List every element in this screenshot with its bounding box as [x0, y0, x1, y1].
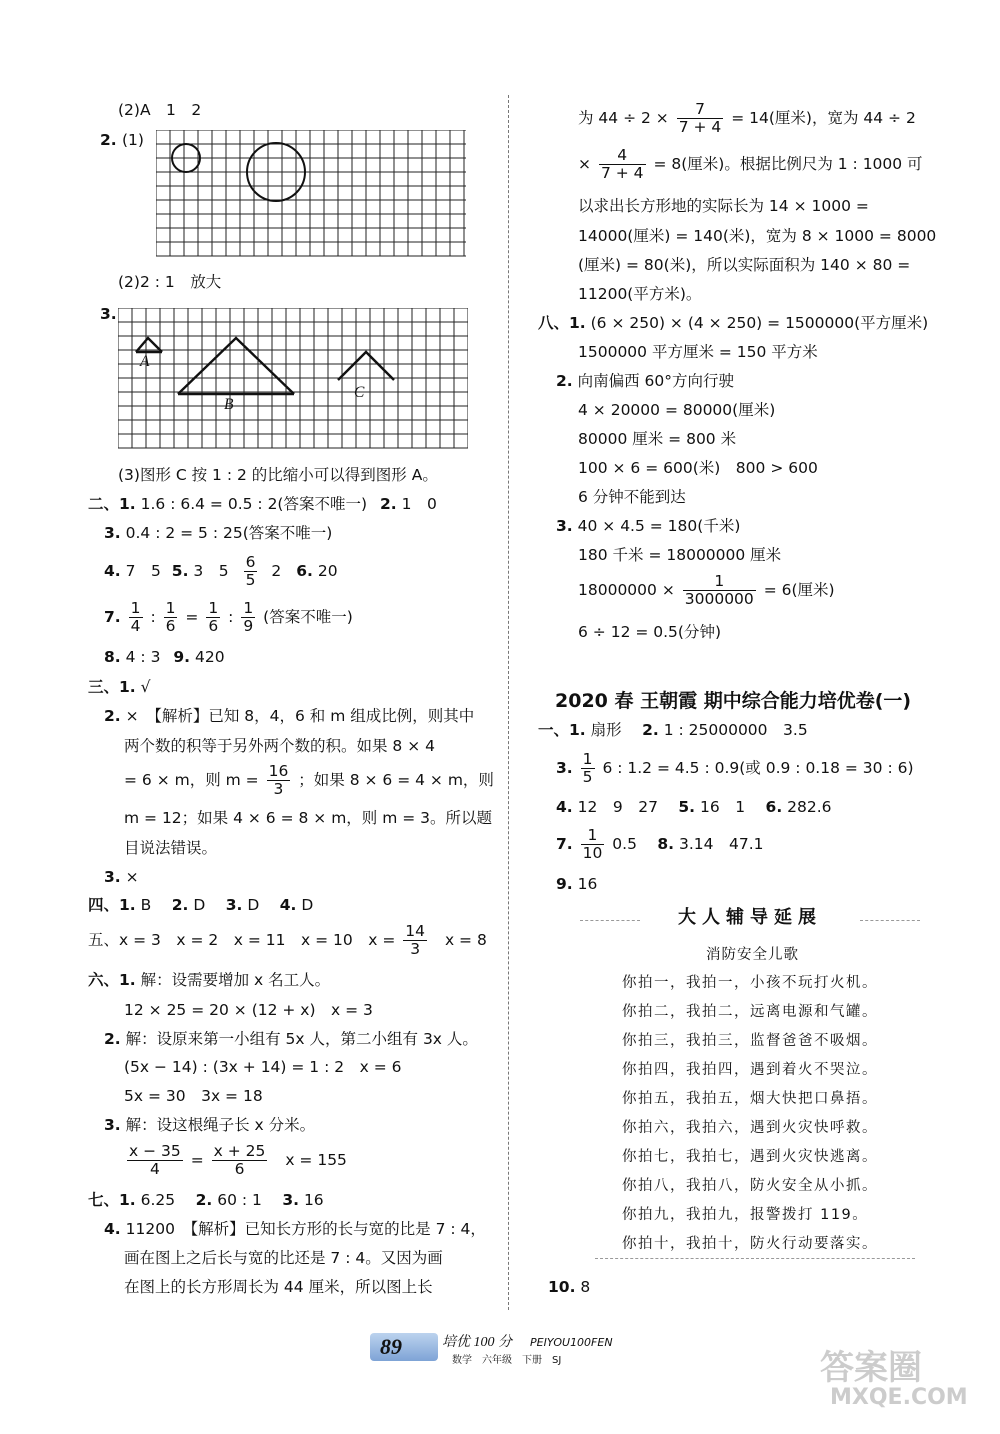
answer-line: [104, 706, 474, 726]
question-number: 8.: [657, 835, 675, 853]
fraction: $\frac{1}{9}$: [243, 599, 254, 635]
grid-figure-1: [156, 130, 466, 258]
section-number: 六、1.: [88, 971, 136, 989]
label-c: C: [354, 384, 365, 401]
question-number: 3.: [104, 1116, 121, 1134]
answer-text: 向南偏西 60°方向行驶: [577, 372, 735, 390]
answer-line: 14000(厘米) = 140(米)，宽为 8 × 1000 = 8000: [578, 227, 937, 245]
section-number: 八、1.: [538, 314, 586, 332]
fraction: $\frac{1}{4}$: [130, 599, 141, 635]
answer-line: 80000 厘米 = 800 米: [578, 430, 737, 448]
question-number: 9.: [556, 875, 573, 893]
colon: :: [228, 608, 234, 626]
book-info: 数学 六年级 下册 SJ: [452, 1355, 562, 1366]
answer-line: [104, 1219, 486, 1239]
answer-line: 画在图上之后长与宽的比还是 7 : 4。又因为画: [124, 1249, 443, 1267]
answer-line: (2)A 1 2: [118, 101, 202, 119]
answer-line: 6 分钟不能到达: [578, 488, 686, 506]
poem-line: 你拍十，我拍十，防火行动要落实。: [622, 1236, 878, 1252]
answer-text: 12 9 27: [577, 798, 674, 816]
section-number: 二、1.: [88, 495, 136, 513]
question-number: 2.: [171, 896, 189, 914]
answer-text: 解：设这根绳子长 x 分米。: [125, 1116, 316, 1134]
fraction: $\frac{6}{5}$: [245, 553, 256, 589]
shape-c: [338, 352, 394, 380]
answer-text: 60 : 1: [217, 1191, 278, 1209]
answer-line: m = 12；如果 4 × 6 = 8 × m，则 m = 3。所以题: [124, 809, 493, 827]
answer-text: B: [140, 896, 167, 914]
answer-text: = 8(厘米)。根据比例尺为 1 : 1000 可: [653, 155, 923, 173]
equals: =: [185, 608, 199, 626]
question-number: 6.: [765, 798, 783, 816]
poem-line: 你拍七，我拍七，遇到火灾快逃离。: [622, 1149, 878, 1165]
question-number: 2.: [104, 707, 121, 725]
equals: =: [190, 1151, 204, 1169]
answer-text: 20: [317, 562, 338, 580]
watermark-logo: 答案圈: [820, 1348, 922, 1388]
answer-line: (3)图形 C 按 1 : 2 的比缩小可以得到图形 A。: [118, 466, 438, 484]
answer-text: 1 0: [401, 495, 437, 513]
answer-line: [104, 598, 353, 636]
tips-box-header: [580, 906, 920, 936]
answer-line: 4 × 20000 = 80000(厘米): [578, 401, 776, 419]
answer-text: 16 1: [700, 798, 761, 816]
question-number: 2.: [556, 372, 573, 390]
poem-line: 你拍九，我拍九，报警拨打 119。: [622, 1207, 869, 1223]
poem-title: 消防安全儿歌: [706, 947, 799, 963]
poem-line: 你拍四，我拍四，遇到着火不哭泣。: [622, 1062, 878, 1078]
watermark-site: MXQE.COM: [830, 1385, 968, 1410]
answer-text: × 【解析】已知 8，4，6 和 m 组成比例，则其中: [125, 707, 475, 725]
answer-line: [556, 824, 764, 864]
answer-text: ×: [578, 155, 591, 173]
poem-line: 你拍三，我拍三，监督爸爸不吸烟。: [622, 1033, 878, 1049]
answer-text: ；如果 8 × 6 = 4 × m，则: [298, 771, 494, 789]
answer-line: 6 ÷ 12 = 0.5(分钟): [578, 623, 722, 641]
answer-text: x = 8: [444, 931, 487, 949]
box-bottom-rule: [595, 1258, 915, 1259]
section-number: 一、1.: [538, 721, 586, 739]
answer-text: (答案不唯一): [263, 608, 353, 626]
answer-text: D: [247, 896, 275, 914]
answer-line: [88, 920, 487, 960]
answer-text: 1 : 25000000 3.5: [663, 721, 808, 739]
answer-text: 6 : 1.2 = 4.5 : 0.9(或 0.9 : 0.18 = 30 : 6): [602, 759, 914, 777]
answer-line: [88, 494, 437, 514]
fraction: $\frac{1}{3000000}$: [684, 572, 754, 608]
question-number: 3.: [100, 305, 117, 323]
question-number: 5.: [678, 798, 696, 816]
answer-text: 解：设原来第一小组有 5x 人，第二小组有 3x 人。: [125, 1030, 478, 1048]
question-number: 2.: [100, 131, 117, 149]
answer-text: 解：设需要增加 x 名工人。: [140, 971, 331, 989]
answer-text: 0.5: [612, 835, 653, 853]
answer-text: 40 × 4.5 = 180(千米): [577, 517, 741, 535]
section-number: 七、1.: [88, 1191, 136, 1209]
fraction: $\frac{16}{3}$: [268, 762, 289, 798]
fraction: $\frac{x - 35}{4}$: [129, 1142, 181, 1178]
answer-line: (1): [122, 131, 144, 149]
section-number: 四、1.: [88, 896, 136, 914]
answer-line: [556, 371, 734, 391]
answer-line: [88, 895, 313, 915]
answer-line: (厘米) = 80(米)，所以实际面积为 140 × 80 =: [578, 256, 911, 274]
label-a: A: [140, 353, 150, 370]
answer-line: [104, 1029, 478, 1049]
answer-text: 4 : 3: [125, 648, 161, 666]
question-number: 2.: [195, 1191, 213, 1209]
column-divider: [508, 95, 509, 1310]
question-number: 3.: [556, 759, 573, 777]
poem-line: 你拍二，我拍二，远离电源和气罐。: [622, 1004, 878, 1020]
answer-line: [538, 720, 808, 740]
question-number: 8.: [104, 648, 121, 666]
question-number: 2.: [104, 1030, 121, 1048]
answer-line: 两个数的积等于另外两个数的积。如果 8 × 4: [124, 737, 435, 755]
question-number: 3.: [104, 868, 121, 886]
tips-box-title: 大人辅导延展: [678, 907, 822, 928]
answer-text: 2: [271, 562, 282, 580]
answer-text: = 6(厘米): [763, 581, 835, 599]
question-number: 3.: [282, 1191, 299, 1209]
answer-text: 16: [303, 1191, 324, 1209]
question-number: 3.: [556, 517, 573, 535]
answer-line: [578, 144, 923, 184]
answer-line: 在图上的长方形周长为 44 厘米，所以图上长: [124, 1278, 433, 1296]
fraction: $\frac{14}{3}$: [405, 922, 425, 958]
answer-line: [556, 797, 832, 817]
answer-text: 7 5: [125, 562, 161, 580]
answer-text: = 14(厘米)，宽为 44 ÷ 2: [731, 109, 916, 127]
question-number: 5.: [171, 562, 189, 580]
answer-line: [88, 970, 330, 990]
answer-line: 5x = 30 3x = 18: [124, 1087, 263, 1105]
question-number: 3.: [225, 896, 243, 914]
question-number: 6.: [296, 562, 313, 580]
answer-line: 1500000 平方厘米 = 150 平方米: [578, 343, 818, 361]
answer-text: D: [193, 896, 221, 914]
brand-name: 培优 100 分: [442, 1335, 512, 1350]
answer-line: (2)2 : 1 放大: [118, 273, 222, 291]
answer-line: [548, 1277, 590, 1297]
question-number: 10.: [548, 1278, 576, 1296]
answer-line: 100 × 6 = 600(米) 800 > 600: [578, 459, 818, 477]
answer-line: [538, 313, 928, 333]
brand-english: PEIYOU100FEN: [530, 1336, 613, 1349]
answer-text: (6 × 250) × (4 × 250) = 1500000(平方厘米): [590, 314, 929, 332]
answer-line: [104, 523, 332, 543]
answer-text: 3.14 47.1: [679, 835, 764, 853]
question-number: 7.: [104, 608, 121, 626]
poem-line: 你拍六，我拍六，遇到火灾快呼救。: [622, 1120, 878, 1136]
answer-line: 目说法错误。: [124, 839, 218, 857]
answer-text: 282.6: [787, 798, 832, 816]
answer-text: = 6 × m，则 m =: [124, 771, 259, 789]
fraction: $\frac{1}{5}$: [582, 750, 593, 786]
answer-line: [556, 748, 914, 788]
answer-line: [578, 98, 916, 138]
answer-text: x = 155: [285, 1151, 347, 1169]
answer-text: 16: [577, 875, 598, 893]
colon: :: [150, 608, 156, 626]
answer-line: [124, 760, 494, 800]
answer-text: 8: [580, 1278, 591, 1296]
answer-line: [88, 677, 151, 697]
fraction: $\frac{1}{10}$: [582, 826, 603, 862]
answer-text: 为 44 ÷ 2 ×: [578, 109, 669, 127]
question-number: 4.: [104, 1220, 121, 1238]
answer-text: 420: [195, 648, 225, 666]
question-number: 4.: [279, 896, 297, 914]
answer-line: [104, 1115, 315, 1135]
answer-line: [104, 867, 139, 887]
fraction: $\frac{7}{7 + 4}$: [678, 100, 722, 136]
answer-line: [104, 647, 225, 667]
answer-text: 1.6 : 6.4 = 0.5 : 2(答案不唯一): [140, 495, 368, 513]
question-number: 3.: [104, 524, 121, 542]
poem-line: 你拍五，我拍五，烟大快把口鼻捂。: [622, 1091, 878, 1107]
shape-b: [178, 338, 294, 394]
answer-line: 12 × 25 = 20 × (12 + x) x = 3: [124, 1001, 373, 1019]
answer-line: [104, 552, 338, 590]
question-number: 2.: [379, 495, 397, 513]
question-number: 7.: [556, 835, 573, 853]
answer-line: 11200(平方米)。: [578, 285, 702, 303]
answer-line: 180 千米 = 18000000 厘米: [578, 546, 782, 564]
answer-line: [578, 570, 835, 610]
section-number: 三、1.: [88, 678, 136, 696]
answer-text: 6.25: [140, 1191, 191, 1209]
question-number: 9.: [173, 648, 191, 666]
fraction: $\frac{1}{6}$: [165, 599, 176, 635]
page-number: 89: [380, 1334, 402, 1359]
question-number: 4.: [556, 798, 573, 816]
answer-line: [556, 874, 597, 894]
answer-text: ×: [125, 868, 139, 886]
answer-text: 3 5: [193, 562, 229, 580]
poem-line: 你拍一，我拍一，小孩不玩打火机。: [622, 975, 878, 991]
label-b: B: [224, 396, 234, 413]
answer-text: 18000000 ×: [578, 581, 675, 599]
answer-text: D: [301, 896, 314, 914]
answer-line: 以求出长方形地的实际长为 14 × 1000 =: [578, 197, 869, 215]
check-mark: √: [140, 678, 151, 696]
fraction: $\frac{x + 25}{6}$: [213, 1142, 266, 1178]
answer-text: 11200 【解析】已知长方形的长与宽的比是 7 : 4，: [125, 1220, 486, 1238]
answer-line: [88, 1190, 324, 1210]
poem-line: 你拍八，我拍八，防火安全从小抓。: [622, 1178, 878, 1194]
page-footer: [370, 1333, 650, 1369]
fraction: $\frac{1}{6}$: [208, 599, 219, 635]
answer-line: [124, 1140, 347, 1180]
question-number: 2.: [642, 721, 659, 739]
answer-text: 0.4 : 2 = 5 : 25(答案不唯一): [125, 524, 333, 542]
fraction: $\frac{4}{7 + 4}$: [600, 146, 644, 182]
answer-line: (5x − 14) : (3x + 14) = 1 : 2 x = 6: [124, 1058, 402, 1076]
answer-text: 五、x = 3 x = 2 x = 11 x = 10 x =: [88, 931, 396, 949]
question-number: 4.: [104, 562, 121, 580]
grid-figure-2: [118, 308, 468, 454]
answer-text: 扇形: [590, 721, 638, 739]
section-title: 2020 春 王朝霞 期中综合能力培优卷(一): [555, 690, 912, 712]
answer-line: [556, 516, 740, 536]
